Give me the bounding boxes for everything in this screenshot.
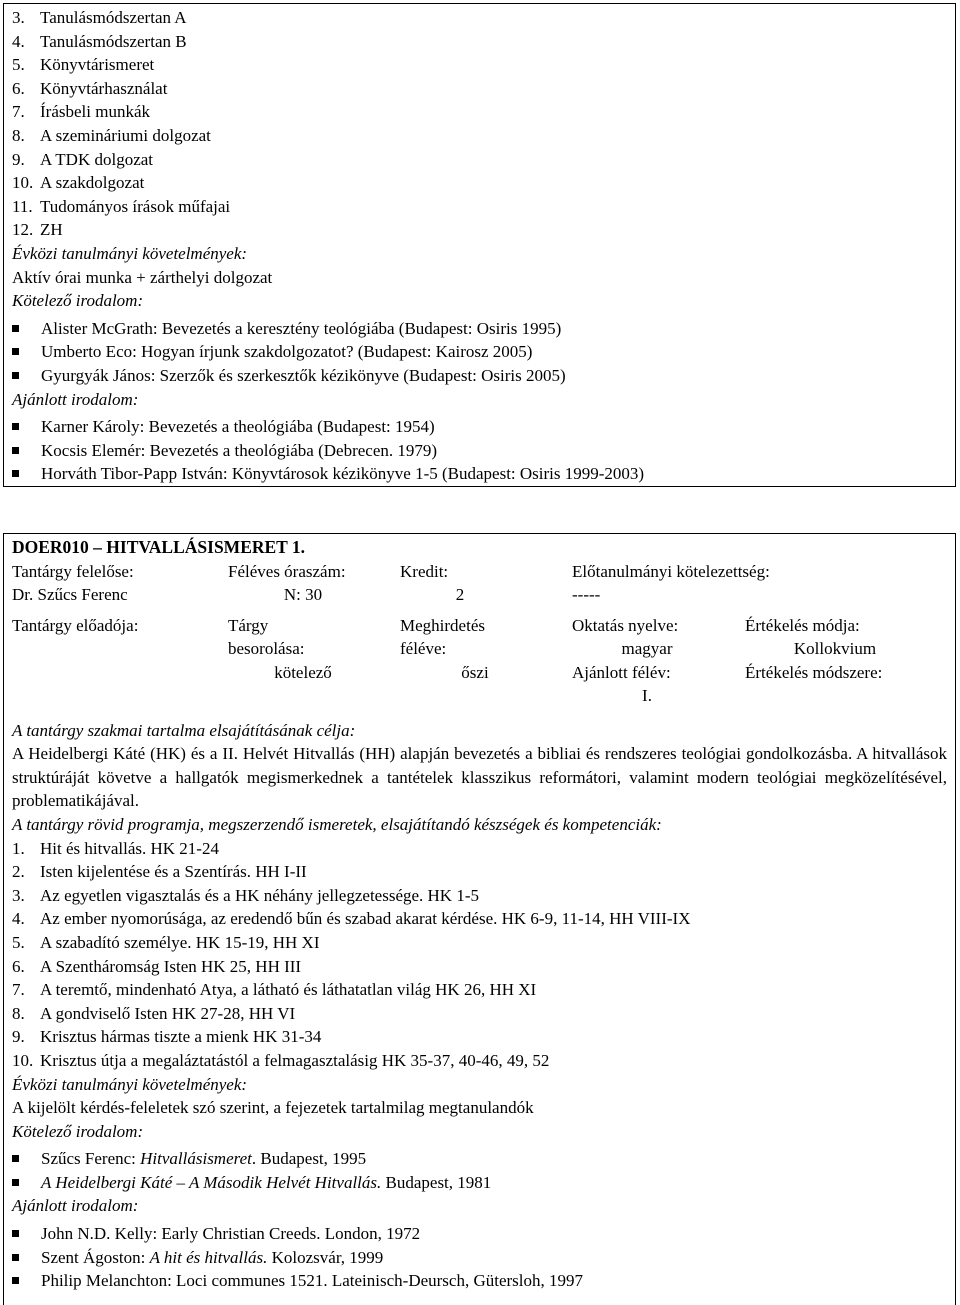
list-item-number: 8. <box>12 1003 25 1023</box>
recommended-semester-label: Ajánlott félév: <box>572 662 671 682</box>
list-item <box>12 860 947 884</box>
course-title: DOER010 – HITVALLÁSISMERET 1. <box>12 537 306 557</box>
topic-list <box>12 6 947 242</box>
list-item-text: Könyvtárhasználat <box>40 78 168 98</box>
semester-value: őszi <box>461 662 489 682</box>
square-bullet-icon <box>12 1155 19 1162</box>
list-item-text: Tanulásmódszertan A <box>40 8 187 27</box>
semester-label-2: féléve: <box>400 639 447 659</box>
square-bullet-icon <box>12 1179 19 1186</box>
list-item <box>12 6 947 30</box>
bullet-text <box>41 1269 583 1293</box>
program-heading: A tantárgy rövid programja, megszerzendő ismeretek, elsajátítandó készségek és kompetenciák: <box>12 814 662 834</box>
bullet-item <box>12 1147 947 1171</box>
recommended-semester-value: I. <box>642 686 652 706</box>
bullet-text <box>41 1171 491 1195</box>
square-bullet-icon <box>12 372 19 379</box>
credit-label: Kredit: <box>400 561 449 581</box>
square-bullet-icon <box>12 325 19 332</box>
semester-label-1: Meghirdetés <box>400 615 485 635</box>
bullet-text-part: John N.D. Kelly: Early Christian Creeds. London, 1972 <box>41 1224 421 1244</box>
responsible-label: Tantárgy felelőse: <box>12 561 134 581</box>
recommended-literature-list-2 <box>12 1222 947 1293</box>
square-bullet-icon <box>12 1277 19 1284</box>
course-info-row-2 <box>12 614 947 719</box>
list-item <box>12 195 947 219</box>
list-item-text: Tudományos írások műfajai <box>40 196 231 216</box>
list-item-text: Könyvtárismeret <box>40 55 155 75</box>
requirements-heading: Évközi tanulmányi követelmények: <box>12 243 248 263</box>
list-item-text: Krisztus útja a megaláztatástól a felmagasztalásig HK 35-37, 40-46, 49, 52 <box>40 1050 550 1070</box>
list-item-number: 5. <box>12 932 25 952</box>
list-item-text: A Szentháromság Isten HK 25, HH III <box>40 956 302 976</box>
list-item <box>12 100 947 124</box>
square-bullet-icon <box>12 1254 19 1261</box>
list-item-number: 11. <box>12 196 33 216</box>
requirements-text: Aktív órai munka + zárthelyi dolgozat <box>12 267 273 287</box>
list-item <box>12 931 947 955</box>
list-item-text: Írásbeli munkák <box>40 102 150 122</box>
credit-value: 2 <box>455 585 465 605</box>
list-item-number: 7. <box>12 980 25 1000</box>
list-item-number: 3. <box>12 8 25 27</box>
list-item-text: ZH <box>40 220 63 240</box>
list-item-number: 6. <box>12 956 25 976</box>
responsible-value: Dr. Szűcs Ferenc <box>12 585 128 605</box>
list-item-number: 1. <box>12 838 25 858</box>
bullet-item <box>12 1222 947 1246</box>
list-item-number: 9. <box>12 149 25 169</box>
list-item-text: A teremtő, mindenható Atya, a látható és láthatatlan világ HK 26, HH XI <box>40 980 537 1000</box>
prerequisite-value: ----- <box>572 585 601 605</box>
list-item-number: 10. <box>12 1050 34 1070</box>
list-item-number: 3. <box>12 885 25 905</box>
square-bullet-icon <box>12 348 19 355</box>
hours-label: Féléves óraszám: <box>228 561 346 581</box>
list-item-text: Isten kijelentése és a Szentírás. HH I-II <box>40 862 307 882</box>
list-item-number: 7. <box>12 102 25 122</box>
list-item-number: 2. <box>12 862 25 882</box>
course-info-row-1 <box>12 560 947 605</box>
bullet-text-part: . Budapest, 1995 <box>251 1149 367 1169</box>
requirements-heading-2: Évközi tanulmányi követelmények: <box>12 1074 248 1094</box>
aim-heading: A tantárgy szakmai tartalma elsajátításának célja: <box>12 720 356 740</box>
list-item <box>12 30 947 54</box>
list-item <box>12 77 947 101</box>
evaluation-method-label: Értékelés módszere: <box>745 662 883 682</box>
evaluation-value: Kollokvium <box>793 639 877 659</box>
bullet-text-part: A hit és hitvallás. <box>149 1247 268 1267</box>
recommended-literature-heading-2: Ajánlott irodalom: <box>12 1196 139 1216</box>
bullet-text-part: A Heidelbergi Káté – A Második Helvét Hitvallás. <box>41 1172 382 1192</box>
mandatory-literature-heading-2: Kötelező irodalom: <box>12 1121 144 1141</box>
program-list <box>12 837 947 1073</box>
list-item <box>12 837 947 861</box>
list-item-number: 4. <box>12 909 25 929</box>
list-item-text: Krisztus hármas tiszte a mienk HK 31-34 <box>40 1027 322 1047</box>
bullet-text-part: Szűcs Ferenc: <box>41 1149 141 1169</box>
recommended-literature-heading: Ajánlott irodalom: <box>12 389 139 409</box>
classification-label-2: besorolása: <box>228 639 305 659</box>
classification-label-1: Tárgy <box>228 615 269 635</box>
square-bullet-icon <box>12 1230 19 1237</box>
recommended-literature-list <box>12 415 947 486</box>
mandatory-literature-heading: Kötelező irodalom: <box>12 291 144 311</box>
list-item <box>12 1002 947 1026</box>
list-item <box>12 124 947 148</box>
curriculum-box-1 <box>3 3 956 487</box>
list-item <box>12 171 947 195</box>
list-item-text: Tanulásmódszertan B <box>40 31 187 51</box>
list-item-number: 6. <box>12 78 25 98</box>
list-item <box>12 1049 947 1073</box>
list-item <box>12 148 947 172</box>
bullet-item <box>12 1269 947 1293</box>
bullet-text <box>41 1147 366 1171</box>
list-item-number: 4. <box>12 31 25 51</box>
aim-text: A Heidelbergi Káté (HK) és a II. Helvét Hitvallás (HH) alapján bevezetés a bibliai és rendszeres teológiai gondolkozásba. A hitvallások struktúráját követve a hallgatók megismerkednek a tantételek klasszikus reformátori, valamint modern teológiai megközelítésével, problematikájával. <box>12 744 947 811</box>
requirements-text-2: A kijelölt kérdés-feleletek szó szerint, a fejezetek tartalmilag megtanulandók <box>12 1098 534 1118</box>
bullet-text: Umberto Eco: Hogyan írjunk szakdolgozatot? (Budapest: Kairosz 2005) <box>41 342 533 362</box>
language-value: magyar <box>621 639 673 659</box>
list-item-number: 8. <box>12 125 25 145</box>
list-item-number: 12. <box>12 220 34 240</box>
bullet-text: Alister McGrath: Bevezetés a keresztény teológiába (Budapest: Osiris 1995) <box>41 318 562 338</box>
evaluation-label: Értékelés módja: <box>745 615 860 635</box>
classification-value: kötelező <box>274 662 332 682</box>
bullet-item <box>12 364 947 388</box>
list-item-number: 10. <box>12 173 34 193</box>
bullet-item <box>12 1246 947 1270</box>
mandatory-literature-list <box>12 317 947 388</box>
bullet-text-part: Budapest, 1981 <box>381 1172 492 1192</box>
list-item <box>12 907 947 931</box>
square-bullet-icon <box>12 447 19 454</box>
bullet-text-part: Philip Melanchton: Loci communes 1521. Lateinisch-Deursch, Gütersloh, 1997 <box>41 1271 584 1291</box>
list-item-text: Hit és hitvallás. HK 21-24 <box>40 838 219 858</box>
prerequisite-label: Előtanulmányi kötelezettség: <box>572 561 770 581</box>
list-item <box>12 218 947 242</box>
bullet-text: Karner Károly: Bevezetés a theológiába (Budapest: 1954) <box>41 417 435 437</box>
square-bullet-icon <box>12 423 19 430</box>
list-item-text: Az ember nyomorúsága, az eredendő bűn és szabad akarat kérdése. HK 6-9, 11-14, HH VIII-IX <box>40 909 691 929</box>
course-box-doer010 <box>3 533 956 1305</box>
bullet-text-part: Kolozsvár, 1999 <box>267 1247 384 1267</box>
lecturer-label: Tantárgy előadója: <box>12 615 139 635</box>
bullet-item <box>12 439 947 463</box>
list-item-text: Az egyetlen vigasztalás és a HK néhány jellegzetessége. HK 1-5 <box>40 885 479 905</box>
bullet-item <box>12 462 947 486</box>
bullet-text <box>41 1222 420 1246</box>
bullet-item <box>12 415 947 439</box>
list-item-text: A szabadító személye. HK 15-19, HH XI <box>40 932 320 952</box>
list-item-text: A szakdolgozat <box>40 173 145 193</box>
list-item <box>12 1025 947 1049</box>
list-item-text: A szemináriumi dolgozat <box>40 125 211 145</box>
list-item-text: A gondviselő Isten HK 27-28, HH VI <box>40 1003 296 1023</box>
bullet-item <box>12 340 947 364</box>
list-item-text: A TDK dolgozat <box>40 149 154 169</box>
list-item-number: 5. <box>12 55 25 75</box>
language-label: Oktatás nyelve: <box>572 615 679 635</box>
list-item <box>12 955 947 979</box>
bullet-text: Kocsis Elemér: Bevezetés a theológiába (Debrecen. 1979) <box>41 440 438 460</box>
bullet-text-part: Szent Ágoston: <box>41 1247 150 1267</box>
list-item-number: 9. <box>12 1027 25 1047</box>
bullet-text: Horváth Tibor-Papp István: Könyvtárosok kézikönyve 1-5 (Budapest: Osiris 1999-2003) <box>41 464 645 484</box>
bullet-text-part: Hitvallásismeret <box>140 1149 252 1169</box>
list-item <box>12 884 947 908</box>
bullet-item <box>12 1171 947 1195</box>
list-item <box>12 53 947 77</box>
bullet-item <box>12 317 947 341</box>
hours-value: N: 30 <box>283 585 323 605</box>
list-item <box>12 978 947 1002</box>
bullet-text <box>41 1246 383 1270</box>
square-bullet-icon <box>12 470 19 477</box>
mandatory-literature-list-2 <box>12 1147 947 1194</box>
bullet-text: Gyurgyák János: Szerzők és szerkesztők kézikönyve (Budapest: Osiris 2005) <box>41 365 566 385</box>
